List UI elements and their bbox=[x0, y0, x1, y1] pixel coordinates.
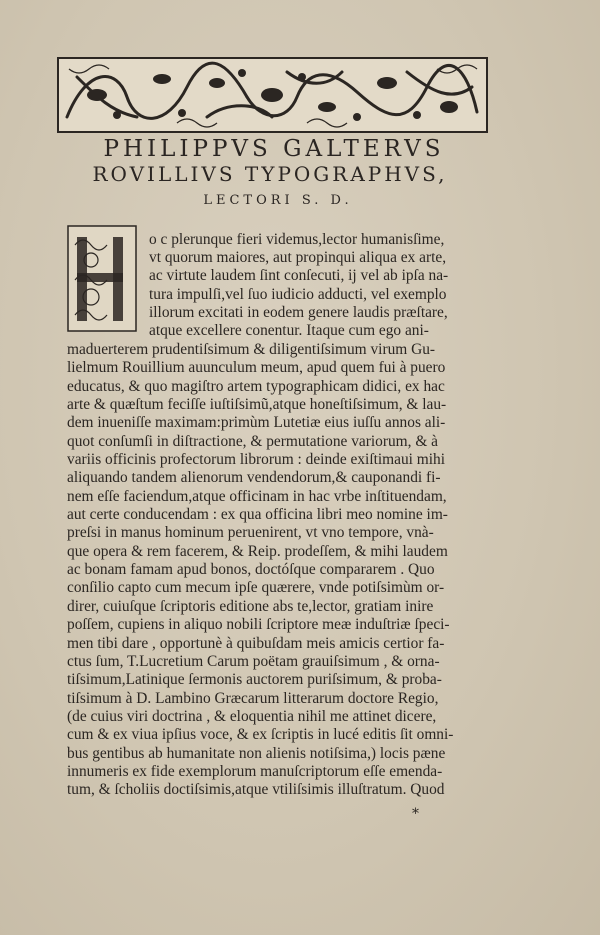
text-line: tura impulſi,vel ſuo iudicio adducti, vel exemplo bbox=[149, 286, 447, 303]
text-line: (de cuius viri doctrina , & eloquentia nihil me attinet dicere, bbox=[67, 708, 437, 725]
title-address: LECTORI S. D. bbox=[203, 193, 353, 208]
text-line: illorum excitati in eodem genere laudis præſtare, bbox=[149, 304, 448, 321]
text-line: atque excellere conentur. Itaque cum ego ani- bbox=[149, 322, 429, 339]
text-line: educatus, & quo magiſtro artem typographicam didici, ex hac bbox=[67, 378, 445, 395]
text-line: cum & ex viua ipſius voce, & ex ſcriptis in lucé editis ſit omni- bbox=[67, 726, 454, 743]
text-line: men tibi dare , opportunè à quibuſdam meis amicis certior fa- bbox=[67, 635, 445, 652]
text-line: poſſem, cupiens in aliquo nobili ſcriptore meæ induſtriæ ſpeci- bbox=[67, 616, 450, 633]
text-line: conſilio capto cum mecum ipſe quærere, vnde potiſsimùm or- bbox=[67, 579, 445, 596]
title-printer-name: PHILIPPVS GALTERVS bbox=[103, 136, 445, 162]
svg-text:H: H bbox=[99, 288, 105, 297]
text-line: bus gentibus ab humanitate non alienis notiſsima,) locis pæne bbox=[67, 745, 446, 762]
text-line: que opera & rem facerem, & Reip. prodeſſem, & mihi laudem bbox=[67, 543, 448, 560]
title-printer-role: ROVILLIVS TYPOGRAPHVS, bbox=[92, 162, 448, 186]
text-line: tiſsimum,Latinique ſermonis auctorem puriſsimum, & proba- bbox=[67, 671, 442, 688]
text-line: direr, cuiuſque ſcriptoris editione abs te,lector, gratiam inire bbox=[67, 598, 434, 615]
text-line: maduerterem prudentiſsimum & diligentiſsimum virum Gu- bbox=[67, 341, 436, 358]
text-line: dem inueniſſe maximam:primùm Lutetiæ eius iuſſu annos ali- bbox=[67, 414, 446, 431]
text-line: quot conſumſi in diſtractione, & permutatione variorum, & à bbox=[67, 433, 438, 450]
text-line: tiſsimum à D. Lambino Græcarum litterarum doctore Regio, bbox=[67, 690, 439, 707]
text-line: lielmum Rouillium auunculum meum, apud quem fui à puero bbox=[67, 359, 446, 376]
text-line: o c plerunque fieri videmus,lector humanisſime, bbox=[149, 231, 445, 248]
text-line: innumeris ex fide exemplorum manuſcriptorum eſſe emenda- bbox=[67, 763, 443, 780]
text-line: nem eſſe faciendum,atque officinam in hac vrbe inſtituendam, bbox=[67, 488, 447, 505]
text-line: aliquando tandem alienorum vendendorum,& cauponandi fi- bbox=[67, 469, 441, 486]
text-line: ac virtute laudem ſint conſecuti, ij vel ab ipſa na- bbox=[149, 267, 449, 284]
text-line: ctus ſum, T.Lucretium Carum poëtam grauiſsimum , & orna- bbox=[67, 653, 440, 670]
text-line: ac bonam famam apud bonos, doctóſque compararem . Quo bbox=[67, 561, 435, 578]
signature-mark: * bbox=[412, 806, 419, 822]
text-line: variis officinis profectorum librorum : deinde exiſtimaui mihi bbox=[67, 451, 445, 468]
text-line: arte & quæſtum feciſſe iuſtiſsimũ,atque honeſtiſsimum, & lau- bbox=[67, 396, 447, 413]
text-line: vt quorum maiores, aut propinqui aliqua ex arte, bbox=[149, 249, 447, 266]
text-line: aut certe conducendam : ex qua officina libri meo nomine im- bbox=[67, 506, 448, 523]
text-line: tum, & ſcholiis doctiſsimis,atque vtiliſsimis illuſtratum. Quod bbox=[67, 781, 445, 798]
text-line: preſsi in manus hominum peruenirent, vt vno tempore, vnà- bbox=[67, 524, 434, 541]
